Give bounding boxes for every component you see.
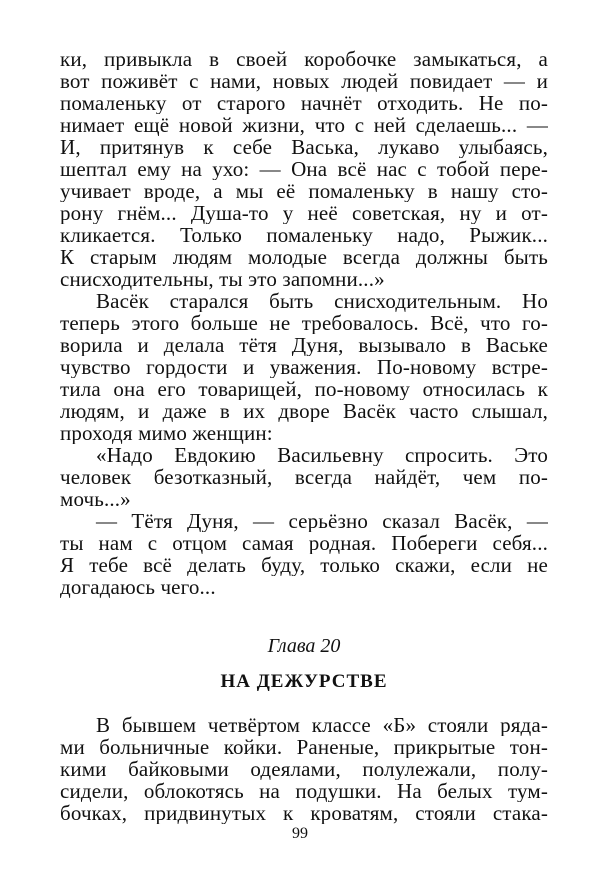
paragraph-2 xyxy=(60,290,548,444)
text-line: ки, привыкла в своей коробочке замыкаться, а xyxy=(60,48,548,70)
text-line: В бывшем четвёртом классе «Б» стояли ряда- xyxy=(96,714,548,736)
paragraph-5 xyxy=(60,714,548,824)
text-line: человек безотказный, всегда найдёт, чем по- xyxy=(60,466,548,488)
text-line: нимает ещё новой жизни, что с ней сделаешь... — xyxy=(60,114,548,136)
text-line: — Тётя Дуня, — серьёзно сказал Васёк, — xyxy=(96,510,548,532)
text-line: кими байковыми одеялами, полулежали, полу- xyxy=(60,758,548,780)
text-line: «Надо Евдокию Васильевну спросить. Это xyxy=(96,444,548,466)
text-line: снисходительны, ты это запомни...» xyxy=(60,268,385,290)
text-line: мочь...» xyxy=(60,488,131,510)
paragraph-3 xyxy=(60,444,548,510)
chapter-number: Глава 20 xyxy=(267,635,341,657)
text-line: теперь этого больше не требовалось. Всё, что го- xyxy=(60,312,548,334)
text-line: людям, и даже в их дворе Васёк часто слышал, xyxy=(60,400,548,422)
text-line: рону гнём... Душа-то у неё советская, ну и от- xyxy=(60,202,548,224)
text-line: вот поживёт с нами, новых людей повидает — и xyxy=(60,70,548,92)
paragraph-4 xyxy=(60,510,548,598)
text-line: сидели, облокотясь на подушки. На белых тум- xyxy=(60,780,548,802)
text-line: догадаюсь чего... xyxy=(60,576,216,598)
page-number: 99 xyxy=(292,825,308,842)
text-line: К старым людям молодые всегда должны быть xyxy=(60,246,548,268)
text-line: тила она его товарищей, по-новому относилась к xyxy=(60,378,548,400)
text-line: проходя мимо женщин: xyxy=(60,422,273,444)
text-line: помаленьку от старого начнёт отходить. Не по- xyxy=(60,92,548,114)
text-line: шептал ему на ухо: — Она всё нас с тобой пере- xyxy=(60,158,548,180)
paragraph-1 xyxy=(60,48,548,290)
text-line: ты нам с отцом самая родная. Побереги себя... xyxy=(60,532,548,554)
text-line: чувство гордости и уважения. По-новому встре- xyxy=(60,356,548,378)
text-line: Васёк старался быть снисходительным. Но xyxy=(96,290,548,312)
text-line: кликается. Только помаленьку надо, Рыжик... xyxy=(60,224,548,246)
text-line: учивает вроде, а мы её помаленьку в нашу сто- xyxy=(60,180,548,202)
text-line: Я тебе всё делать буду, только скажи, если не xyxy=(60,554,548,576)
text-line: И, притянув к себе Васька, лукаво улыбаясь, xyxy=(60,136,548,158)
text-line: ворила и делала тётя Дуня, вызывало в Ваське xyxy=(60,334,548,356)
text-line: ми больничные койки. Раненые, прикрытые тон- xyxy=(60,736,548,758)
chapter-title: НА ДЕЖУРСТВЕ xyxy=(220,671,388,692)
text-line: бочках, придвинутых к кроватям, стояли стака- xyxy=(60,802,548,824)
book-page xyxy=(60,48,548,848)
